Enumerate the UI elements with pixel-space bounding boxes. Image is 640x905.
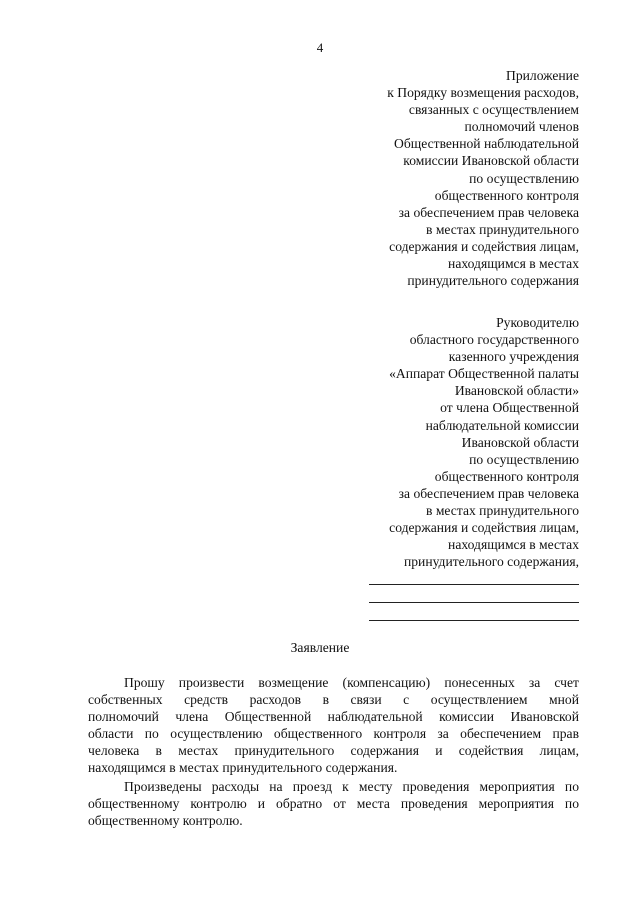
- paragraph-line: собственных средств расходов в связи с осуществлением мной: [88, 692, 579, 708]
- addressee-line: Ивановской области: [461, 434, 579, 450]
- addressee-line: наблюдательной комиссии: [425, 417, 579, 433]
- annex-line: к Порядку возмещения расходов,: [387, 85, 579, 101]
- annex-line: полномочий членов: [464, 119, 579, 135]
- paragraph-line: находящимся в местах принудительного содержания.: [88, 760, 398, 776]
- addressee-line: в местах принудительного: [426, 503, 579, 519]
- blank-fill-line[interactable]: [369, 584, 579, 585]
- paragraph-line: общественному контролю и обратно от места проведения мероприятия по: [88, 796, 579, 812]
- addressee-line: Руководителю: [496, 315, 579, 330]
- addressee-block: [329, 314, 579, 570]
- annex-line: в местах принудительного: [426, 221, 579, 237]
- annex-line: принудительного содержания: [407, 273, 579, 289]
- annex-line: по осуществлению: [469, 170, 579, 186]
- addressee-line: за обеспечением прав человека: [398, 485, 579, 501]
- addressee-line: от члена Общественной: [440, 400, 579, 416]
- paragraph-line: Прошу произвести возмещение (компенсацию) понесенных за счет: [124, 675, 579, 690]
- annex-heading: [329, 67, 579, 289]
- statement-paragraph-1: [88, 674, 579, 777]
- addressee-line: общественного контроля: [434, 468, 579, 484]
- addressee-line: содержания и содействия лицам,: [389, 520, 579, 536]
- annex-line: Приложение: [506, 68, 579, 83]
- paragraph-line: общественному контролю.: [88, 813, 243, 829]
- statement-paragraph-2: [88, 778, 579, 829]
- annex-line: связанных с осуществлением: [408, 102, 579, 118]
- statement-title: Заявление: [290, 640, 350, 655]
- annex-line: находящимся в местах: [448, 256, 579, 272]
- addressee-line: принудительного содержания,: [403, 554, 579, 570]
- addressee-line: Ивановской области»: [454, 383, 579, 399]
- page-number: 4: [316, 40, 324, 55]
- annex-line: комиссии Ивановской области: [403, 153, 579, 169]
- annex-line: общественного контроля: [434, 187, 579, 203]
- annex-line: содержания и содействия лицам,: [389, 238, 579, 254]
- addressee-line: по осуществлению: [469, 451, 579, 467]
- annex-line: Общественной наблюдательной: [394, 136, 579, 152]
- paragraph-line: Произведены расходы на проезд к месту проведения мероприятия по: [124, 779, 579, 794]
- addressee-line: находящимся в местах: [448, 537, 579, 553]
- annex-line: за обеспечением прав человека: [398, 204, 579, 220]
- addressee-line: «Аппарат Общественной палаты: [389, 366, 579, 382]
- blank-fill-line[interactable]: [369, 620, 579, 621]
- paragraph-line: области по осуществлению общественного контроля за обеспечением прав: [88, 726, 579, 742]
- paragraph-line: полномочий члена Общественной наблюдательной комиссии Ивановской: [88, 709, 579, 725]
- paragraph-line: человека в местах принудительного содержания и содействия лицам,: [88, 743, 579, 759]
- addressee-line: областного государственного: [409, 332, 579, 348]
- addressee-line: казенного учреждения: [448, 349, 579, 365]
- blank-fill-line[interactable]: [369, 602, 579, 603]
